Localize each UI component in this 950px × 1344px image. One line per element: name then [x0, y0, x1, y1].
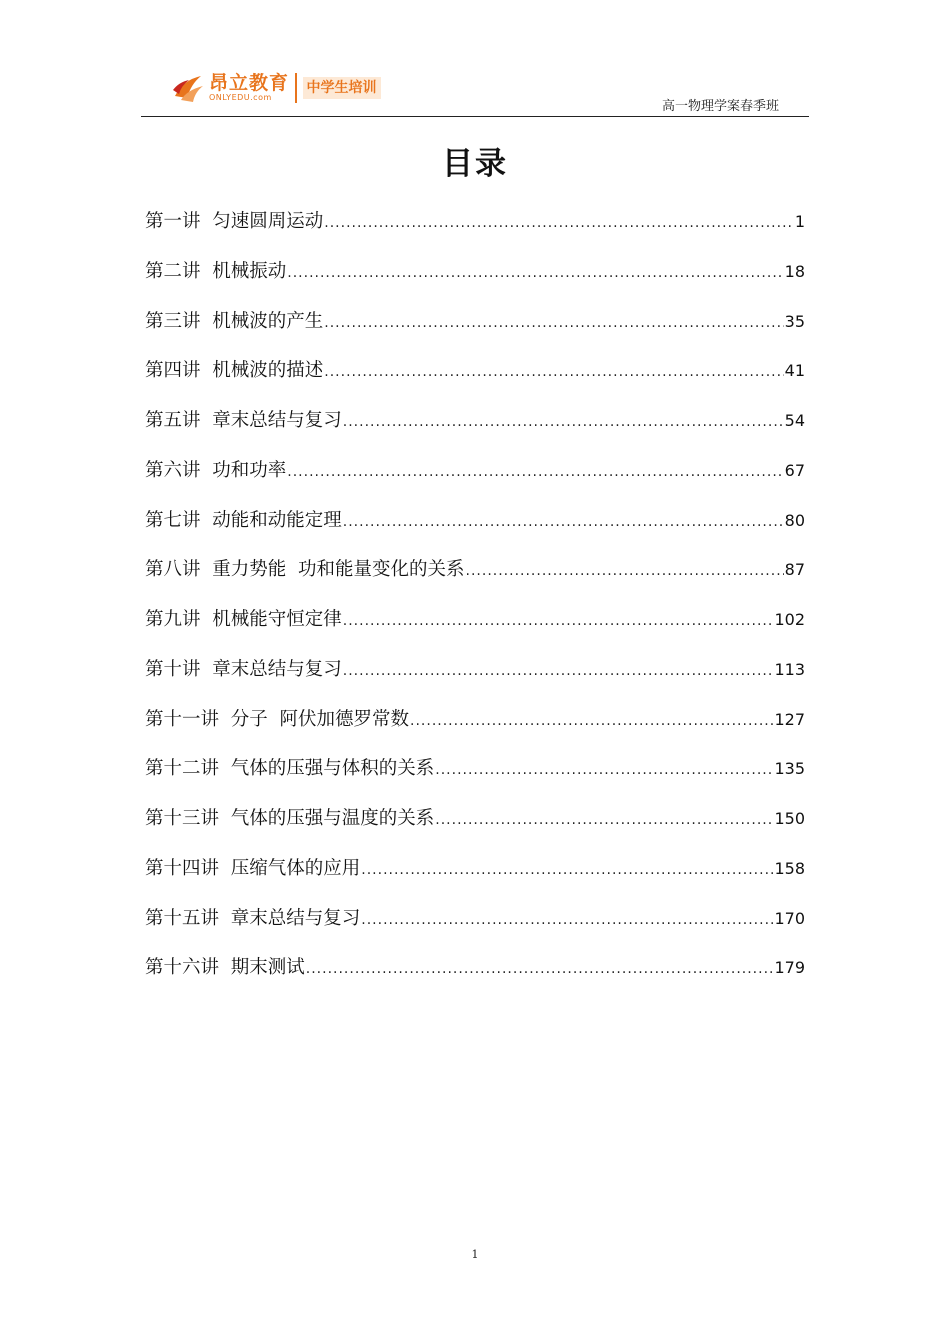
toc-entry-label: 第八讲 重力势能 功和能量变化的关系 — [145, 559, 465, 581]
toc-entry-page: 87 — [784, 560, 805, 580]
toc-entry-label: 第二讲 机械振动 — [145, 260, 287, 282]
toc-entry[interactable] — [145, 307, 805, 357]
toc-entry[interactable] — [145, 257, 805, 307]
toc-entry-label: 第十一讲 分子 阿伏加德罗常数 — [145, 708, 410, 730]
toc-leader-dots — [287, 265, 783, 281]
toc-entry[interactable] — [145, 655, 805, 705]
toc-leader-dots — [324, 364, 783, 380]
toc-entry-page: 18 — [784, 261, 805, 281]
page-title: 目录 — [442, 146, 508, 182]
table-of-contents — [145, 207, 805, 1003]
toc-entry-page: 1 — [794, 212, 805, 231]
toc-entry-page: 135 — [774, 759, 805, 779]
toc-entry[interactable] — [145, 754, 805, 804]
brand-logo — [171, 70, 381, 106]
toc-entry[interactable] — [145, 705, 805, 755]
toc-entry-page: 150 — [774, 809, 805, 828]
toc-entry[interactable] — [145, 456, 805, 506]
toc-entry-label: 第十讲 章末总结与复习 — [145, 658, 342, 680]
toc-entry-label: 第七讲 动能和动能定理 — [145, 509, 342, 531]
toc-entry-label: 第九讲 机械能守恒定律 — [145, 609, 342, 630]
toc-entry-page: 113 — [774, 659, 805, 679]
toc-entry-label: 第十三讲 气体的压强与温度的关系 — [145, 808, 435, 829]
toc-entry-page: 158 — [774, 858, 805, 878]
toc-leader-dots — [343, 414, 784, 430]
toc-leader-dots — [324, 315, 783, 331]
logo-divider — [295, 73, 297, 103]
page-header — [141, 64, 809, 117]
toc-entry[interactable] — [145, 854, 805, 904]
toc-entry-label: 第五讲 章末总结与复习 — [145, 410, 342, 431]
toc-entry-page: 41 — [784, 361, 805, 381]
toc-entry-page: 80 — [784, 510, 805, 530]
toc-leader-dots — [306, 961, 774, 977]
toc-entry-label: 第十五讲 章末总结与复习 — [145, 907, 361, 929]
toc-entry[interactable] — [145, 555, 805, 605]
toc-leader-dots — [435, 812, 773, 828]
toc-leader-dots — [287, 464, 783, 480]
toc-entry-label: 第三讲 机械波的产生 — [145, 310, 324, 332]
toc-entry-label: 第一讲 匀速圆周运动 — [145, 211, 324, 232]
brand-subtitle: 中学生培训 — [303, 77, 381, 99]
toc-leader-dots — [410, 713, 773, 729]
toc-leader-dots — [361, 912, 773, 928]
toc-entry-label: 第十六讲 期末测试 — [145, 957, 305, 979]
toc-entry-page: 67 — [784, 460, 805, 480]
toc-entry[interactable] — [145, 207, 805, 257]
toc-entry-page: 102 — [774, 610, 805, 629]
toc-leader-dots — [343, 514, 784, 530]
toc-entry[interactable] — [145, 356, 805, 406]
brand-url: ONLYEDU.com — [209, 93, 272, 102]
toc-entry-page: 127 — [774, 709, 805, 729]
toc-entry-label: 第十四讲 压缩气体的应用 — [145, 857, 361, 879]
toc-entry[interactable] — [145, 953, 805, 1003]
toc-entry-page: 170 — [774, 908, 805, 928]
toc-leader-dots — [324, 215, 794, 231]
toc-entry-page: 35 — [784, 311, 805, 331]
toc-entry-page: 179 — [774, 958, 805, 978]
toc-entry[interactable] — [145, 605, 805, 655]
toc-entry-label: 第十二讲 气体的压强与体积的关系 — [145, 758, 435, 780]
toc-entry[interactable] — [145, 904, 805, 954]
toc-entry[interactable] — [145, 406, 805, 456]
page-number: 1 — [471, 1248, 479, 1261]
toc-leader-dots — [466, 563, 784, 579]
toc-entry-label: 第六讲 功和功率 — [145, 459, 287, 481]
toc-entry-page: 54 — [784, 411, 805, 430]
toc-leader-dots — [343, 613, 774, 629]
toc-entry[interactable] — [145, 804, 805, 854]
course-title: 高一物理学案春季班 — [661, 99, 779, 114]
brand-name: 昂立教育 — [209, 72, 290, 94]
toc-leader-dots — [435, 762, 773, 778]
toc-leader-dots — [343, 663, 774, 679]
toc-entry[interactable] — [145, 506, 805, 556]
toc-leader-dots — [361, 862, 773, 878]
brand-mark-icon — [171, 70, 207, 106]
toc-entry-label: 第四讲 机械波的描述 — [145, 360, 324, 382]
